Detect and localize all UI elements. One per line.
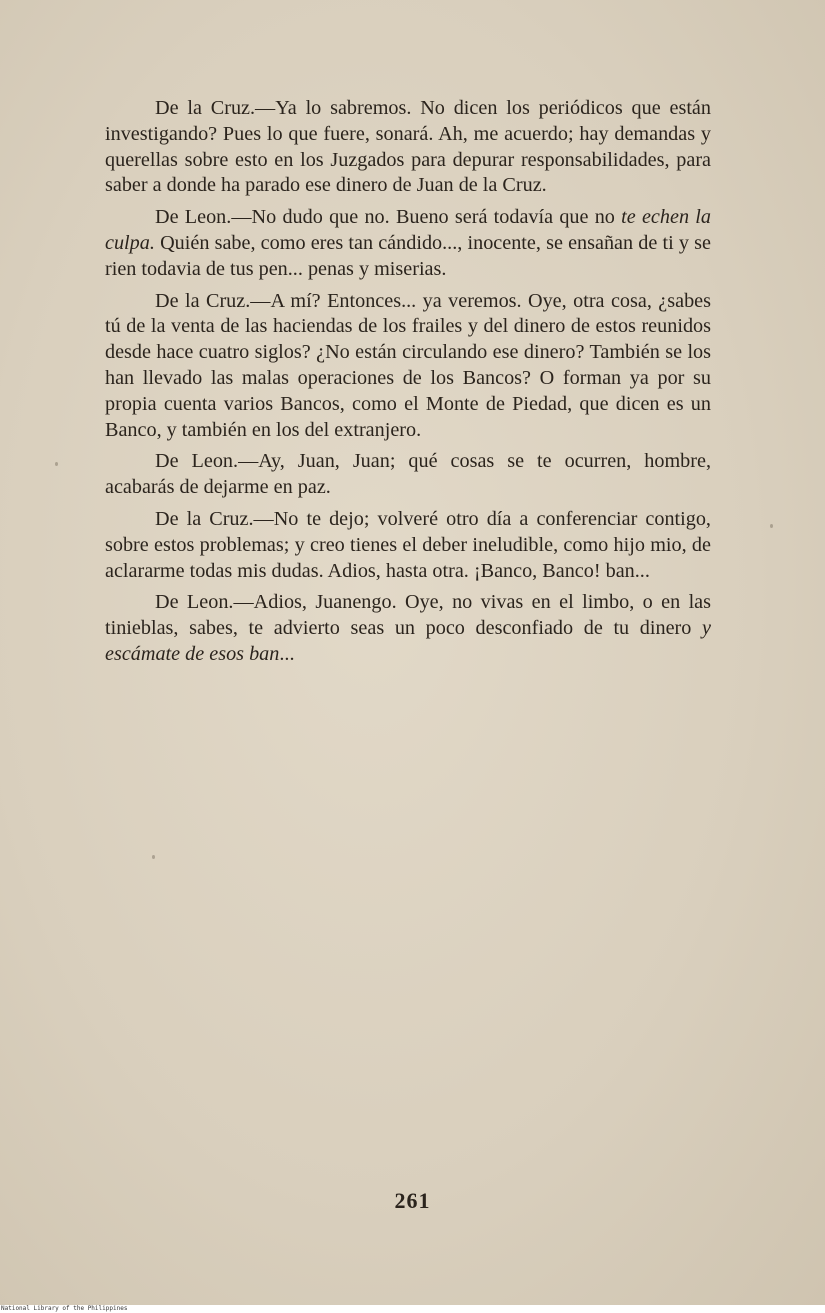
paper-speck (152, 855, 155, 859)
paragraph-5 (105, 507, 711, 584)
paragraph-text: ... (279, 642, 295, 665)
italic-phrase: te echen la culpa. (105, 206, 711, 254)
dialogue-text (105, 96, 711, 674)
paragraph-1 (105, 96, 711, 199)
speaker-name: De la Cruz. (155, 289, 251, 312)
paragraph-3 (105, 289, 711, 444)
paragraph-text: —A mí? Entonces... ya veremos. Oye, otra cosa, ¿sabes tú de la venta de las haciendas de los frailes y del dinero de estos reunidos desde hace cuatro siglos? ¿No están circulando ese dinero? También se los han llevado las malas operaciones de los Bancos? O forman ya por su propia cuenta varios Bancos, como el Monte de Piedad, que dicen es un Banco, y también en los del extranjero. (105, 289, 711, 441)
speaker-name: De la Cruz. (155, 507, 254, 530)
paragraph-text: Quién sabe, como eres tan cándido..., inocente, se ensañan de ti y se rien todavia de tus pen... penas y miserias. (105, 231, 711, 280)
paragraph-2 (105, 205, 711, 282)
paragraph-4 (105, 449, 711, 501)
footer-credit: National Library of the Philippines (1, 1305, 128, 1312)
speaker-name: De Leon. (155, 450, 239, 473)
speaker-name: De Leon. (155, 206, 232, 229)
speaker-name: De Leon. (155, 591, 234, 614)
paragraph-text: —No dudo que no. Bueno será todavía que no (231, 206, 622, 229)
paragraph-text: —Ay, Juan, Juan; qué cosas se te ocurren, hombre, acabarás de dejarme en paz. (105, 450, 711, 499)
paragraph-text: —Ya lo sabremos. No dicen los periódicos que están investigando? Pues lo que fuere, sonará. Ah, me acuerdo; hay demandas y querellas sobre esto en los Juzgados para depurar responsabilidades, para saber a donde ha parado ese dinero de Juan de la Cruz. (105, 97, 711, 197)
paper-speck (770, 524, 773, 528)
paragraph-text: —Adios, Juanengo. Oye, no vivas en el limbo, o en las tinieblas, sabes, te advierto seas un poco desconfiado de tu dinero (105, 591, 711, 640)
page-number: 261 (394, 1188, 431, 1213)
paper-speck (55, 462, 58, 466)
italic-phrase: y escámate de esos ban (105, 617, 711, 665)
paragraph-text: —No te dejo; volveré otro día a conferenciar contigo, sobre estos problemas; y creo tienes el deber ineludible, como hijo mio, de aclararme todas mis dudas. Adios, hasta otra. ¡Banco, Banco! ban... (105, 507, 711, 582)
speaker-name: De la Cruz. (155, 97, 256, 119)
paragraph-6 (105, 590, 711, 667)
